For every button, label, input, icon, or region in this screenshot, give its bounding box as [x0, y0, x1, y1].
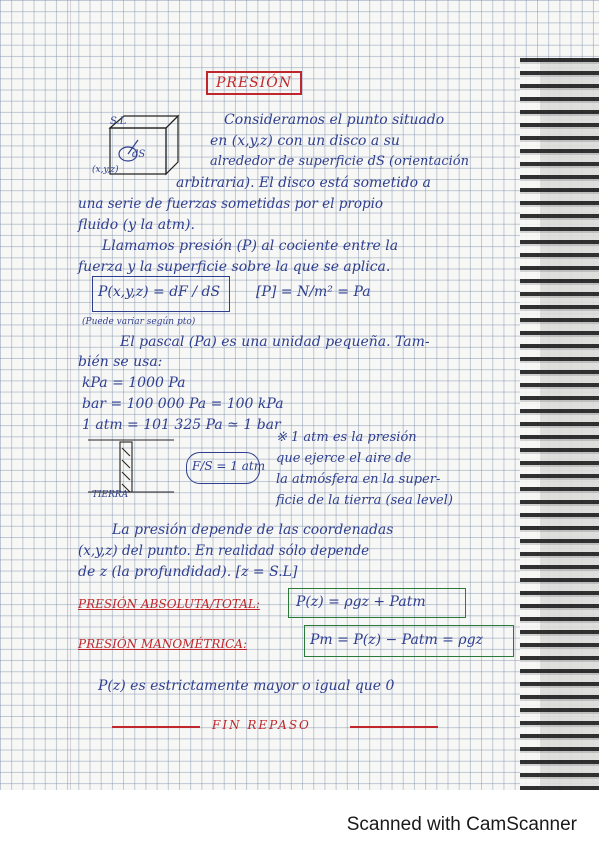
end-line-left — [112, 726, 200, 728]
p2-line2: fuerza y la superficie sobre la que se aplica. — [78, 259, 391, 275]
note-small: (Puede variar según pto) — [82, 317, 196, 327]
p1-line3: alrededor de superficie dS (orientación — [210, 154, 469, 169]
scanner-watermark: Scanned with CamScanner — [346, 814, 577, 835]
p1-line5: una serie de fuerzas sometidas por el propio — [78, 196, 384, 212]
atm-note-3: la atmósfera en la super- — [276, 472, 441, 487]
gauge-label: PRESIÓN MANOMÉTRICA: — [78, 637, 247, 651]
unit-bar: bar = 100 000 Pa = 100 kPa — [82, 396, 284, 412]
formula-units: [P] = N/m² = Pa — [256, 284, 371, 300]
absolute-formula: P(z) = ρgz + Patm — [296, 594, 426, 610]
absolute-label: PRESIÓN ABSOLUTA/TOTAL: — [78, 597, 260, 611]
atm-note-2: que ejerce el aire de — [276, 451, 412, 466]
atm-note-1: ※ 1 atm es la presión — [276, 430, 417, 445]
unit-atm: 1 atm = 101 325 Pa ≃ 1 bar — [82, 417, 281, 433]
p4-line3: de z (la profundidad). [z = S.L] — [78, 564, 298, 580]
margin-line — [70, 0, 71, 790]
p3-line1: El pascal (Pa) es una unidad pequeña. Tam- — [120, 334, 430, 350]
unit-kpa: kPa = 1000 Pa — [82, 375, 186, 391]
p4-line1: La presión depende de las coordenadas — [112, 522, 394, 538]
end-mark: FIN REPASO — [212, 718, 311, 732]
point-label: (x,y,z) — [92, 165, 119, 175]
p1-line1: Consideramos el punto situado — [224, 112, 445, 128]
ds-label: dS — [132, 149, 146, 160]
gauge-formula: Pm = P(z) − Patm = ρgz — [310, 632, 483, 648]
final-line: P(z) es estrictamente mayor o igual que 0 — [98, 678, 395, 694]
end-line-right — [350, 726, 438, 728]
formula-main: P(x,y,z) = dF / dS — [98, 284, 221, 300]
atm-note-4: ficie de la tierra (sea level) — [276, 493, 453, 508]
atm-formula: F/S = 1 atm — [192, 459, 266, 473]
p1-line4: arbitraria). El disco está sometido a — [176, 175, 431, 191]
p4-line2: (x,y,z) del punto. En realidad sólo depende — [78, 543, 370, 559]
spiral-shadow — [540, 58, 599, 790]
p2-line1: Llamamos presión (P) al cociente entre la — [102, 238, 399, 254]
page-title: PRESIÓN — [206, 71, 302, 95]
ground-label: TIERRA — [92, 490, 129, 500]
p3-line2: bién se usa: — [78, 354, 163, 370]
p1-line2: en (x,y,z) con un disco a su — [210, 133, 400, 149]
surface-label: S.L — [110, 116, 127, 127]
p1-line6: fluido (y la atm). — [78, 217, 195, 233]
